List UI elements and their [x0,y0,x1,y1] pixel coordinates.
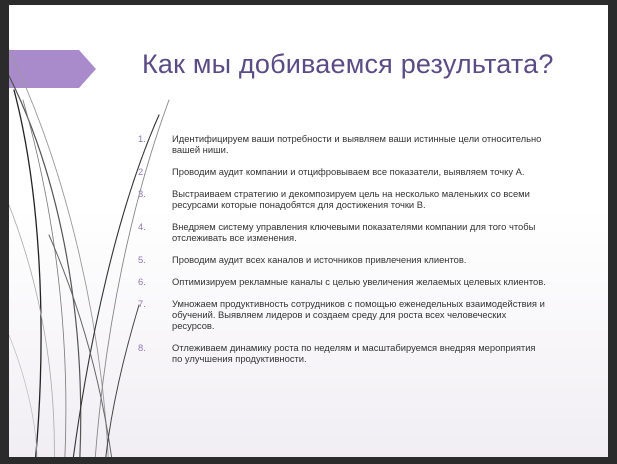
list-item-number: 5. [138,254,146,265]
decor-curve [104,305,139,457]
list-item-text: Отлеживаем динамику роста по неделям и масштабируемся внедряя мероприятия по улучшения продуктивности. [172,342,536,364]
list-item-text: Проводим аудит всех каналов и источников привлечения клиентов. [172,254,467,265]
list-item-text: Проводим аудит компании и отцифровываем все показатели, выявляем точку А. [172,166,525,177]
list-item [138,133,548,155]
accent-arrow-tab [9,50,96,88]
numbered-list [138,133,548,375]
decor-curve [9,205,54,457]
decor-curve [23,100,66,457]
list-item-text: Оптимизируем рекламные каналы с целью увеличения желаемых целевых клиентов. [172,276,546,287]
list-item-text: Идентифицируем ваши потребности и выявляем ваши истинные цели относительно вашей ниши. [172,133,542,155]
list-item-number: 8. [138,342,146,353]
list-item-number: 4. [138,221,146,232]
list-item [138,221,548,243]
list-item [138,254,548,265]
decor-curve [9,30,109,457]
decor-curve [9,40,81,457]
list-item [138,276,548,287]
decor-curve [9,335,37,457]
list-item-number: 2. [138,166,146,177]
decor-curve [49,235,114,457]
list-item-number: 1. [138,133,146,144]
list-item-number: 3. [138,188,146,199]
list-item-number: 7. [138,298,146,309]
list-item [138,342,548,364]
list-item-number: 6. [138,276,146,287]
list-item [138,298,548,331]
list-item [138,166,548,177]
list-item-text: Внедряем систему управления ключевыми показателями компании для того чтобы отслеживать все изменения. [172,221,536,243]
list-item-text: Выстраиваем стратегию и декомпозируем цель на несколько маленьких со всеми ресурсами которые понадобятся для достижения точки В. [172,188,530,210]
list-item [138,188,548,210]
list-item-text: Умножаем продуктивность сотрудников с помощью еженедельных взаимодействия и обучений. Выявляем лидеров и создаем среду для роста всех человеческих ресурсов. [172,298,545,331]
slide [9,5,608,457]
decor-curve [14,90,41,457]
slide-title: Как мы добиваемся результата? [142,49,554,79]
